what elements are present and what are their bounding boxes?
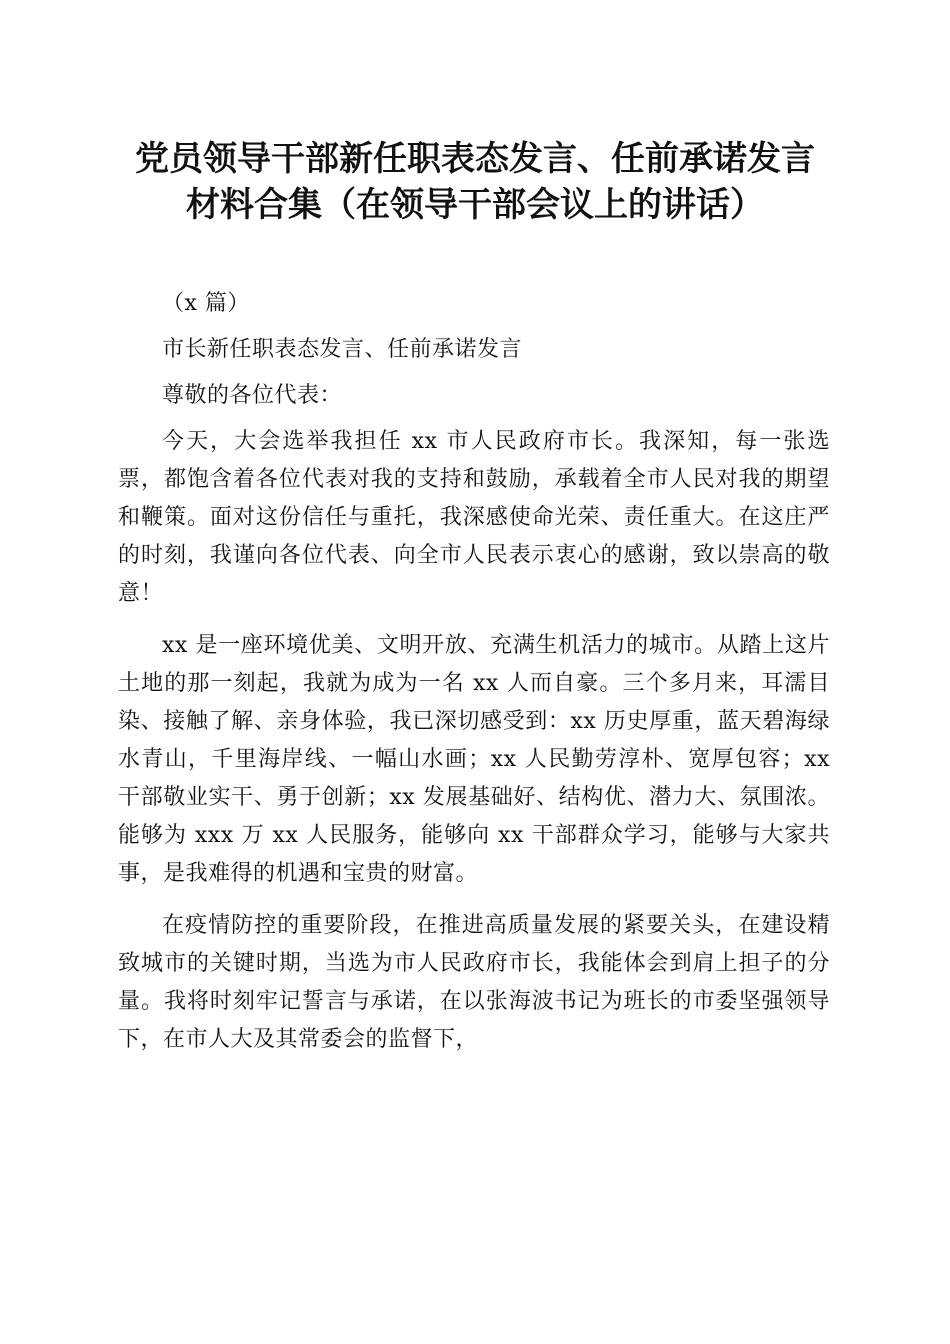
speech-subtitle: 市长新任职表态发言、任前承诺发言 (162, 337, 523, 362)
title-line-1: 党员领导干部新任职表态发言、任前承诺发言 (135, 139, 815, 179)
paragraph-1: 今天，大会选举我担任 xx 市人民政府市长。我深知，每一张选票，都饱含着各位代表对我的支持和鼓励，承载着全市人民对我的期望和鞭策。面对这份信任与重托，我深感使命光荣、责任重大。在这庄严的时刻，我谨向各位代表、向全市人民表示衷心的感谢，致以崇高的敬意！ (118, 429, 830, 606)
salutation: 尊敬的各位代表： (162, 383, 343, 408)
paragraph-2: xx 是一座环境优美、文明开放、充满生机活力的城市。从踏上这片土地的那一刻起，我就为成为一名 xx 人而自豪。三个多月来，耳濡目染、接触了解、亲身体验，我已深切感受到：xx 历史厚重，蓝天碧海绿水青山，千里海岸线、一幅山水画；xx 人民勤劳淳朴、宽厚包容；xx 干部敬业实干、勇于创新；xx 发展基础好、结构优、潜力大、氛围浓。能够为 xxx 万 xx 人民服务，能够向 xx 干部群众学习，能够与大家共事，是我难得的机遇和宝贵的财富。 (118, 633, 830, 886)
paragraph-3: 在疫情防控的重要阶段，在推进高质量发展的紧要关头，在建设精致城市的关键时期，当选为市人民政府市长，我能体会到肩上担子的分量。我将时刻牢记誓言与承诺，在以张海波书记为班长的市委坚强领导下，在市人大及其常委会的监督下， (118, 913, 830, 1052)
count-note: （x 篇） (162, 291, 250, 316)
document-title (100, 136, 850, 228)
document-body (118, 285, 830, 1059)
title-line-2: 材料合集（在领导干部会议上的讲话） (186, 185, 764, 225)
